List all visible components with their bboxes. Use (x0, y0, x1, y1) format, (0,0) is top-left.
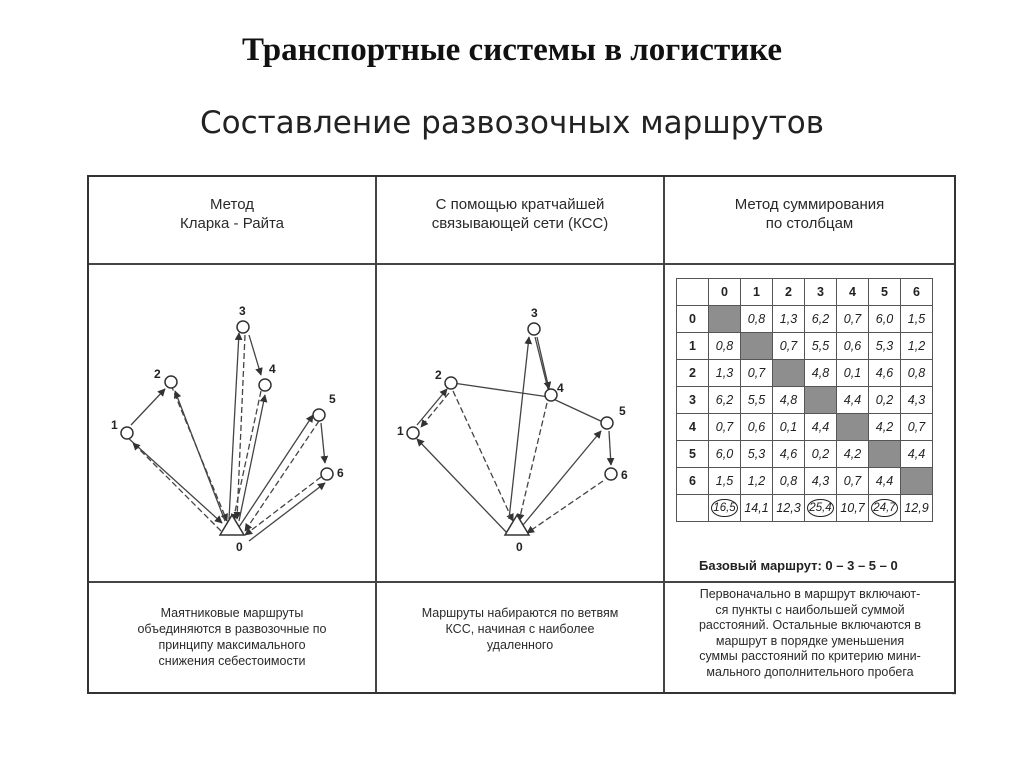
matrix-row-header: 4 (677, 414, 709, 441)
label-1: 1 (397, 424, 404, 438)
matrix-row-header: 0 (677, 306, 709, 333)
methods-table (87, 175, 956, 694)
matrix-cell: 0,8 (741, 306, 773, 333)
label-1: 1 (111, 418, 118, 432)
matrix-sum-cell (709, 495, 741, 522)
matrix-diagonal-cell (741, 333, 773, 360)
label-0: 0 (236, 540, 243, 554)
matrix-cell: 4,8 (773, 387, 805, 414)
node-1 (407, 427, 419, 439)
matrix-diagonal-cell (773, 360, 805, 387)
matrix-row-header: 5 (677, 441, 709, 468)
matrix-cell: 4,4 (869, 468, 901, 495)
matrix-cell: 0,8 (709, 333, 741, 360)
matrix-sum-row (677, 495, 933, 522)
matrix-cell: 0,8 (773, 468, 805, 495)
page-title: Транспортные системы в логистике (241, 32, 783, 68)
matrix-header-row (677, 279, 933, 306)
matrix-diagonal-cell (805, 387, 837, 414)
matrix-row (677, 441, 933, 468)
matrix-cell: 4,4 (901, 441, 933, 468)
matrix-cell: 4,2 (837, 441, 869, 468)
node-6 (321, 468, 333, 480)
matrix-cell: 6,2 (805, 306, 837, 333)
node-2 (445, 377, 457, 389)
matrix-cell: 6,0 (869, 306, 901, 333)
matrix-cell: 1,2 (901, 333, 933, 360)
matrix-sum-cell: 12,3 (773, 495, 805, 522)
matrix-corner-cell (677, 279, 709, 306)
matrix-col-header: 3 (805, 279, 837, 306)
clarke-wright-diagram (89, 265, 375, 579)
matrix-cell: 4,2 (869, 414, 901, 441)
matrix-sum-cell: 10,7 (837, 495, 869, 522)
matrix-col-header: 5 (869, 279, 901, 306)
node-4 (545, 389, 557, 401)
matrix-cell: 5,5 (805, 333, 837, 360)
matrix-diagonal-cell (837, 414, 869, 441)
notes-divider (89, 581, 954, 583)
matrix-cell: 0,2 (805, 441, 837, 468)
label-3: 3 (531, 306, 538, 320)
matrix-cell: 1,3 (773, 306, 805, 333)
matrix-row (677, 306, 933, 333)
matrix-sum-label-cell (677, 495, 709, 522)
matrix-cell: 0,7 (837, 306, 869, 333)
clarke-wright-note: Маятниковые маршруты объединяются в развозочные по принципу максимального снижения себестоимости (137, 606, 327, 668)
base-route: Базовый маршрут: 0 – 3 – 5 – 0 (699, 558, 898, 573)
matrix-col-header: 1 (741, 279, 773, 306)
matrix-row-header: 3 (677, 387, 709, 414)
node-2 (165, 376, 177, 388)
matrix-cell: 5,3 (869, 333, 901, 360)
matrix-col-header: 4 (837, 279, 869, 306)
matrix-row (677, 360, 933, 387)
matrix-col-header: 6 (901, 279, 933, 306)
matrix-cell: 5,3 (741, 441, 773, 468)
circled-sum: 25,4 (807, 499, 833, 517)
node-3 (528, 323, 540, 335)
clarke-wright-header: Метод Кларка - Райта (179, 196, 284, 232)
matrix-cell: 0,7 (741, 360, 773, 387)
matrix-cell: 4,4 (805, 414, 837, 441)
matrix-col-header: 2 (773, 279, 805, 306)
label-6: 6 (337, 466, 344, 480)
kss-header: С помощью кратчайшей связывающей сети (КСС) (431, 196, 609, 232)
circled-sum: 16,5 (711, 499, 737, 517)
matrix-row-header: 1 (677, 333, 709, 360)
matrix-cell: 6,2 (709, 387, 741, 414)
matrix-cell: 0,6 (837, 333, 869, 360)
matrix-cell: 0,7 (901, 414, 933, 441)
matrix-cell: 4,4 (837, 387, 869, 414)
matrix-cell: 0,8 (901, 360, 933, 387)
matrix-cell: 1,5 (709, 468, 741, 495)
matrix-cell: 1,3 (709, 360, 741, 387)
matrix-row-header: 6 (677, 468, 709, 495)
matrix-row (677, 333, 933, 360)
matrix-sum-cell (805, 495, 837, 522)
label-2: 2 (154, 367, 161, 381)
matrix-cell: 4,3 (901, 387, 933, 414)
matrix-cell: 4,6 (773, 441, 805, 468)
matrix-row (677, 414, 933, 441)
label-4: 4 (269, 362, 276, 376)
label-3: 3 (239, 304, 246, 318)
node-5 (601, 417, 613, 429)
matrix-sum-cell: 12,9 (901, 495, 933, 522)
matrix-cell: 5,5 (741, 387, 773, 414)
node-4 (259, 379, 271, 391)
label-2: 2 (435, 368, 442, 382)
matrix-cell: 4,8 (805, 360, 837, 387)
matrix-cell: 0,7 (709, 414, 741, 441)
kss-note: Маршруты набираются по ветвям КСС, начиная с наиболее удаленного (421, 606, 619, 652)
distance-matrix (676, 278, 933, 522)
node-1 (121, 427, 133, 439)
matrix-cell: 6,0 (709, 441, 741, 468)
column-sum-note: Первоначально в маршрут включают- ся пункты с наибольшей суммой расстояний. Остальные включаются в маршрут в порядке уменьшения суммы расстояний по критерию мини- мального дополнительного пробега (698, 587, 922, 679)
matrix-row (677, 387, 933, 414)
matrix-row (677, 468, 933, 495)
matrix-col-header: 0 (709, 279, 741, 306)
label-5: 5 (619, 404, 626, 418)
label-6: 6 (621, 468, 628, 482)
label-5: 5 (329, 392, 336, 406)
matrix-diagonal-cell (869, 441, 901, 468)
matrix-diagonal-cell (709, 306, 741, 333)
label-0: 0 (516, 540, 523, 554)
matrix-cell: 0,2 (869, 387, 901, 414)
column-divider (663, 177, 665, 692)
node-6 (605, 468, 617, 480)
node-5 (313, 409, 325, 421)
matrix-cell: 0,7 (773, 333, 805, 360)
column-sum-header: Метод суммирования по столбцам (734, 196, 885, 232)
matrix-cell: 0,6 (741, 414, 773, 441)
matrix-cell: 4,3 (805, 468, 837, 495)
matrix-cell: 1,5 (901, 306, 933, 333)
matrix-cell: 1,2 (741, 468, 773, 495)
matrix-cell: 4,6 (869, 360, 901, 387)
node-3 (237, 321, 249, 333)
matrix-row-header: 2 (677, 360, 709, 387)
page-subtitle: Составление развозочных маршрутов (199, 105, 825, 141)
matrix-cell: 0,7 (837, 468, 869, 495)
matrix-diagonal-cell (901, 468, 933, 495)
matrix-sum-cell: 14,1 (741, 495, 773, 522)
matrix-cell: 0,1 (773, 414, 805, 441)
matrix-cell: 0,1 (837, 360, 869, 387)
matrix-sum-cell (869, 495, 901, 522)
circled-sum: 24,7 (871, 499, 897, 517)
label-4: 4 (557, 381, 564, 395)
kss-diagram (377, 265, 663, 579)
